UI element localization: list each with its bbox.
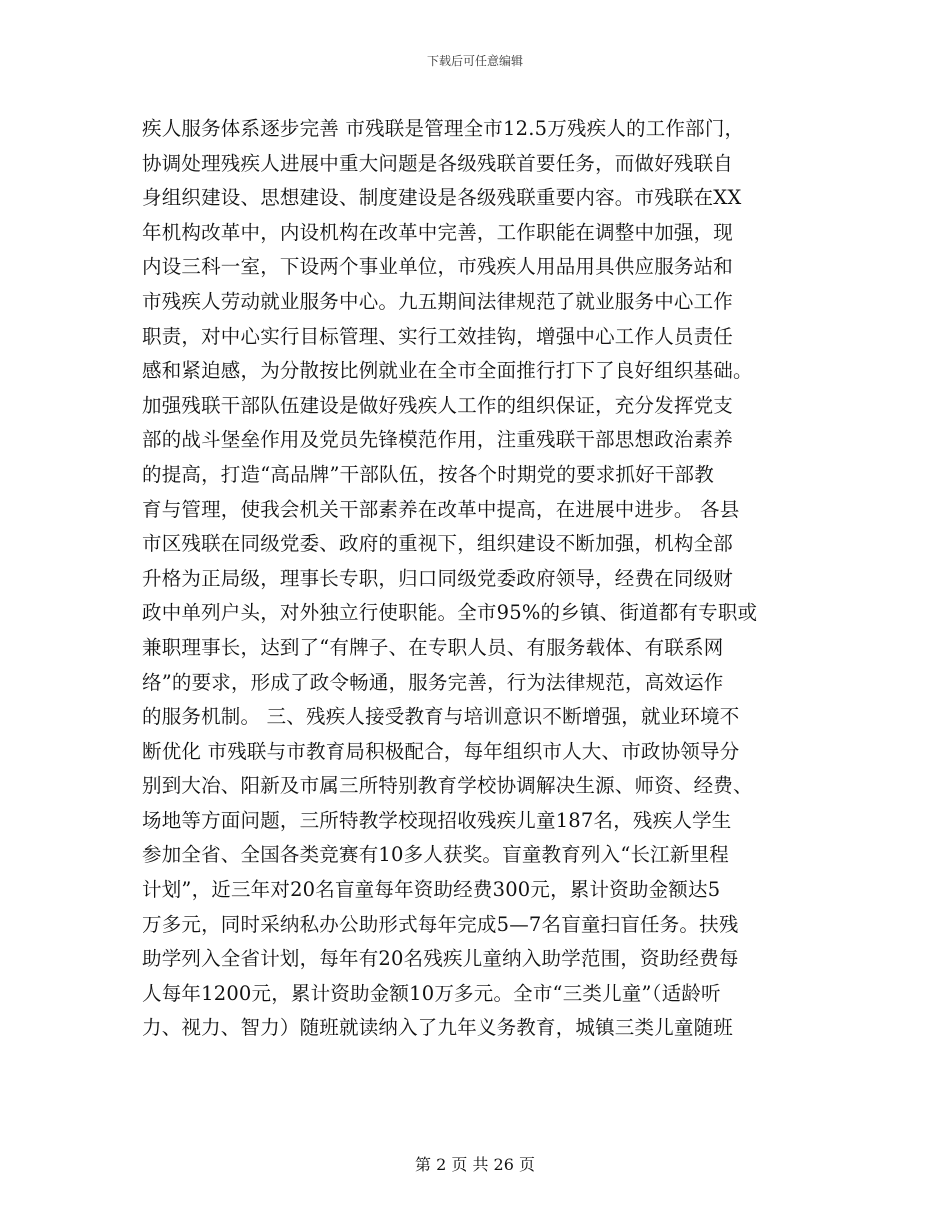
text-line: 兼职理事长，达到了“有牌子、在专职人员、有服务载体、有联系网 <box>142 635 724 659</box>
text-line: 断优化 市残联与市教育局积极配合，每年组织市人大、市政协领导分 <box>142 739 740 763</box>
text-line: 市残疾人劳动就业服务中心。九五期间法律规范了就业服务中心工作 <box>142 289 734 313</box>
text-line: 助学列入全省计划，每年有20名残疾儿童纳入助学范围，资助经费每 <box>142 947 739 971</box>
text-line: 参加全省、全国各类竞赛有10多人获奖。盲童教育列入“长江新里程 <box>142 843 729 867</box>
text-line: 升格为正局级，理事长专职，归口同级党委政府领导，经费在同级财 <box>142 566 734 590</box>
text-line: 部的战斗堡垒作用及党员先锋模范作用，注重残联干部思想政治素养 <box>142 428 734 452</box>
text-line: 加强残联干部队伍建设是做好残疾人工作的组织保证，充分发挥党支 <box>142 393 734 417</box>
text-line: 络”的要求，形成了政令畅通，服务完善，行为法律规范，高效运作 <box>142 670 724 694</box>
text-line: 市区残联在同级党委、政府的重视下，组织建设不断加强，机构全部 <box>142 532 734 556</box>
text-line: 职责，对中心实行目标管理、实行工效挂钩，增强中心工作人员责任 <box>142 324 734 348</box>
text-line: 育与管理，使我会机关干部素养在改革中提高，在进展中进步。 各县 <box>142 497 740 521</box>
text-line: 别到大冶、阳新及市属三所特别教育学校协调解决生源、师资、经费、 <box>142 774 753 798</box>
text-line: 内设三科一室，下设两个事业单位，市残疾人用品用具供应服务站和 <box>142 255 734 279</box>
text-line: 的提高，打造“高品牌”干部队伍，按各个时期党的要求抓好干部教 <box>142 462 714 486</box>
document-body <box>142 112 812 1046</box>
text-line: 疾人服务体系逐步完善 市残联是管理全市12.5万残疾人的工作部门， <box>142 117 745 140</box>
text-line: 万多元，同时采纳私办公助形式每年完成5—7名盲童扫盲任务。扶残 <box>142 912 739 936</box>
page-header-note: 下载后可任意编辑 <box>426 54 523 68</box>
text-line: 年机构改革中，内设机构在改革中完善，工作职能在调整中加强，现 <box>142 220 734 244</box>
text-line: 场地等方面问题，三所特教学校现招收残疾儿童187名，残疾人学生 <box>142 808 732 832</box>
text-line: 的服务机制。 三、残疾人接受教育与培训意识不断增强，就业环境不 <box>142 705 740 729</box>
text-line: 协调处理残疾人进展中重大问题是各级残联首要任务，而做好残联自 <box>142 151 734 175</box>
text-line: 人每年1200元，累计资助金额10万多元。全市“三类儿童”（适龄听 <box>142 981 721 1005</box>
text-line: 政中单列户头，对外独立行使职能。全市95%的乡镇、街道都有专职或 <box>142 601 758 625</box>
text-line: 力、视力、智力）随班就读纳入了九年义务教育，城镇三类儿童随班 <box>142 1016 734 1040</box>
text-line: 身组织建设、思想建设、制度建设是各级残联重要内容。市残联在XX <box>142 186 742 210</box>
text-line: 感和紧迫感，为分散按比例就业在全市全面推行打下了良好组织基础。 <box>142 359 753 383</box>
page-number: 第 2 页 共 26 页 <box>415 1155 535 1174</box>
text-line: 计划”，近三年对20名盲童每年资助经费300元，累计资助金额达5 <box>142 878 721 902</box>
